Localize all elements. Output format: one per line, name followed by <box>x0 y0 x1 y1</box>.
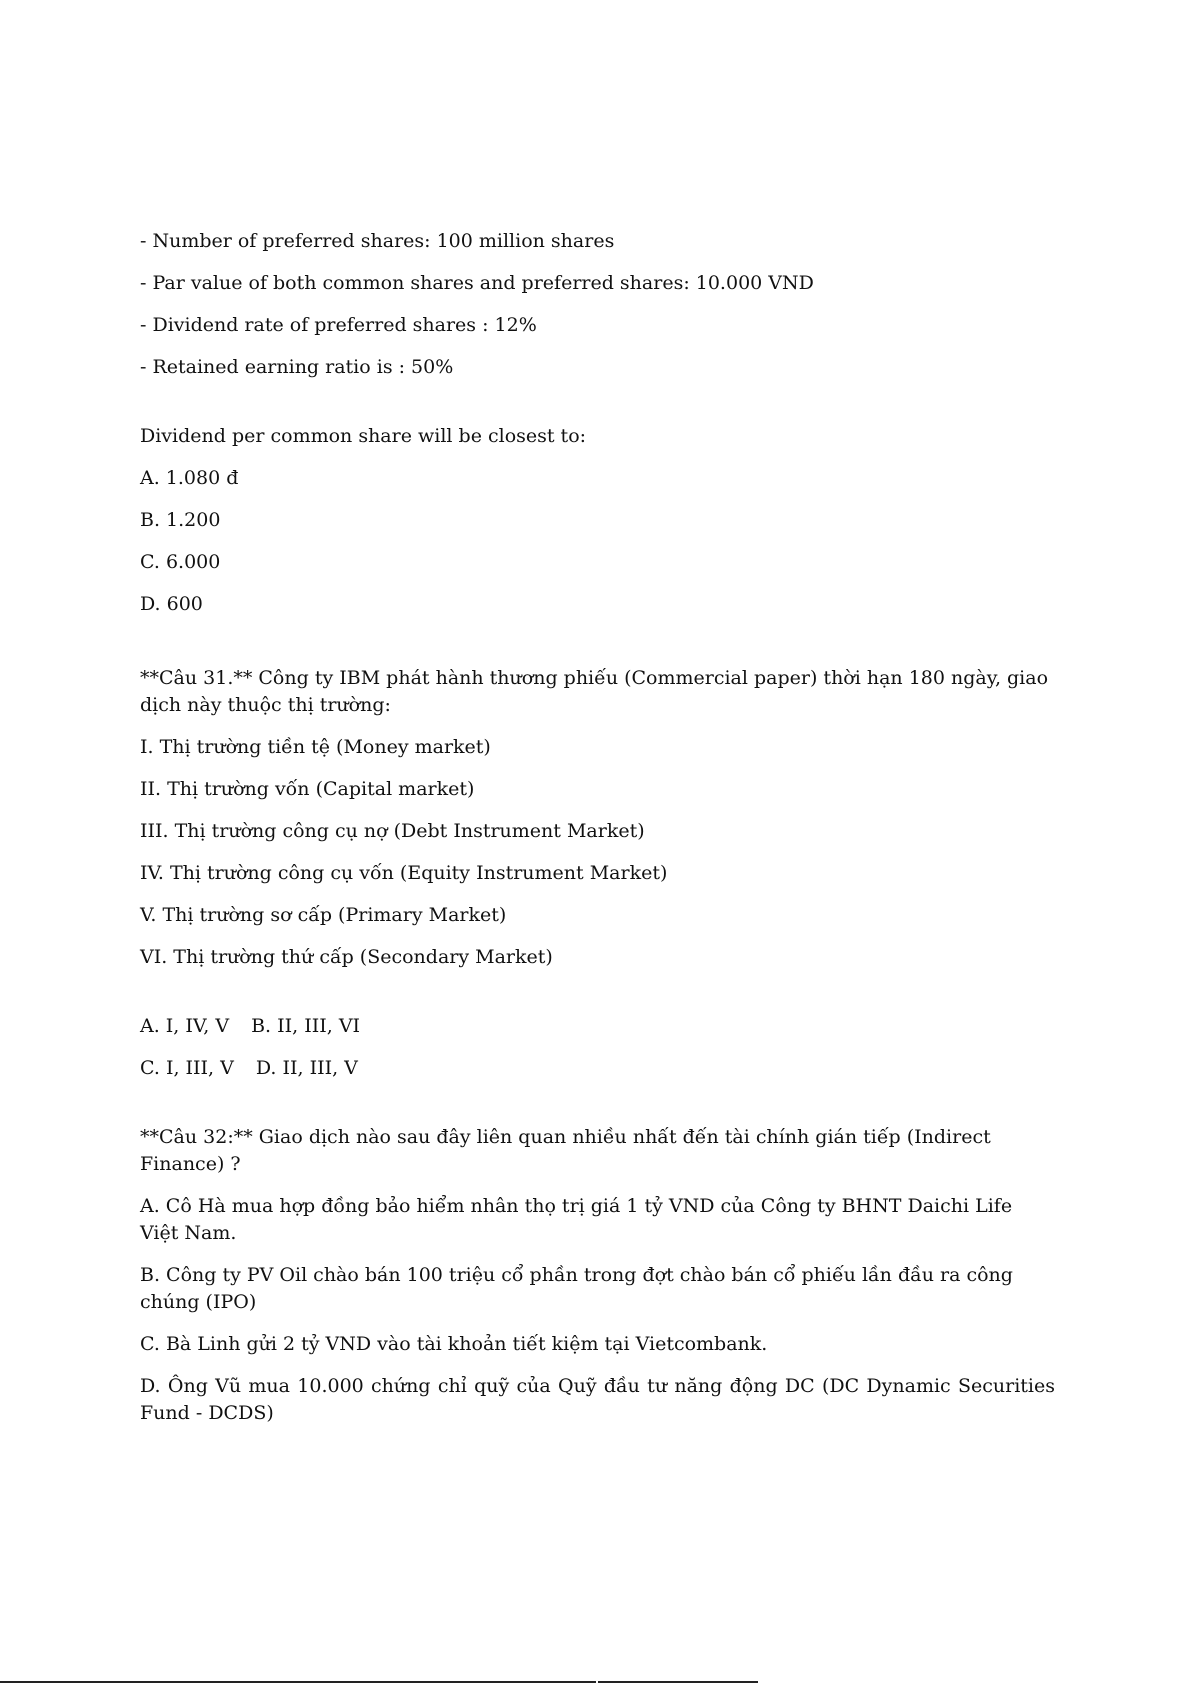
preface-line-2: - Par value of both common shares and preferred shares: 10.000 VND <box>140 272 814 294</box>
footer-rule-secondary <box>598 1681 758 1683</box>
q31-answer-d: D. II, III, V <box>255 1057 358 1079</box>
q31-item-6: VI. Thị trường thứ cấp (Secondary Market) <box>140 946 553 968</box>
q31-item-5: V. Thị trường sơ cấp (Primary Market) <box>140 904 507 926</box>
preface-line-3: - Dividend rate of preferred shares : 12% <box>140 314 537 336</box>
q31-answers-row-1 <box>140 1013 1055 1040</box>
preface-line-4: - Retained earning ratio is : 50% <box>140 356 454 378</box>
q30-option-d: D. 600 <box>140 593 203 615</box>
q32-prompt: **Câu 32:** Giao dịch nào sau đây liên quan nhiều nhất đến tài chính gián tiếp (Indirect Finance) ? <box>140 1126 991 1175</box>
q31-answer-a: A. I, IV, V <box>140 1015 230 1037</box>
q30-option-b: B. 1.200 <box>140 509 221 531</box>
preface-line-1: - Number of preferred shares: 100 million shares <box>140 230 615 252</box>
q31-prompt: **Câu 31.** Công ty IBM phát hành thương phiếu (Commercial paper) thời hạn 180 ngày, giao dịch này thuộc thị trường: <box>140 667 1049 716</box>
q32-option-b: B. Công ty PV Oil chào bán 100 triệu cổ phần trong đợt chào bán cổ phiếu lần đầu ra công chúng (IPO) <box>140 1264 1013 1313</box>
q31-item-4: IV. Thị trường công cụ vốn (Equity Instrument Market) <box>140 862 668 884</box>
q30-option-c: C. 6.000 <box>140 551 221 573</box>
q31-answer-b: B. II, III, VI <box>251 1015 361 1037</box>
q32-option-c: C. Bà Linh gửi 2 tỷ VND vào tài khoản tiết kiệm tại Vietcombank. <box>140 1333 768 1355</box>
q32-option-d: D. Ông Vũ mua 10.000 chứng chỉ quỹ của Quỹ đầu tư năng động DC (DC Dynamic Securities Fund - DCDS) <box>140 1375 1055 1424</box>
q31-answers-row-2 <box>140 1055 1055 1082</box>
page-content <box>140 228 1055 1442</box>
q30-prompt: Dividend per common share will be closest to: <box>140 425 587 447</box>
footer-rule <box>0 1681 596 1683</box>
q31-item-1: I. Thị trường tiền tệ (Money market) <box>140 736 491 758</box>
q31-item-3: III. Thị trường công cụ nợ (Debt Instrument Market) <box>140 820 645 842</box>
q31-answer-c: C. I, III, V <box>140 1057 234 1079</box>
q31-item-2: II. Thị trường vốn (Capital market) <box>140 778 475 800</box>
q32-option-a: A. Cô Hà mua hợp đồng bảo hiểm nhân thọ trị giá 1 tỷ VND của Công ty BHNT Daichi Life Việt Nam. <box>140 1195 1013 1244</box>
q30-option-a: A. 1.080 đ <box>140 467 239 489</box>
